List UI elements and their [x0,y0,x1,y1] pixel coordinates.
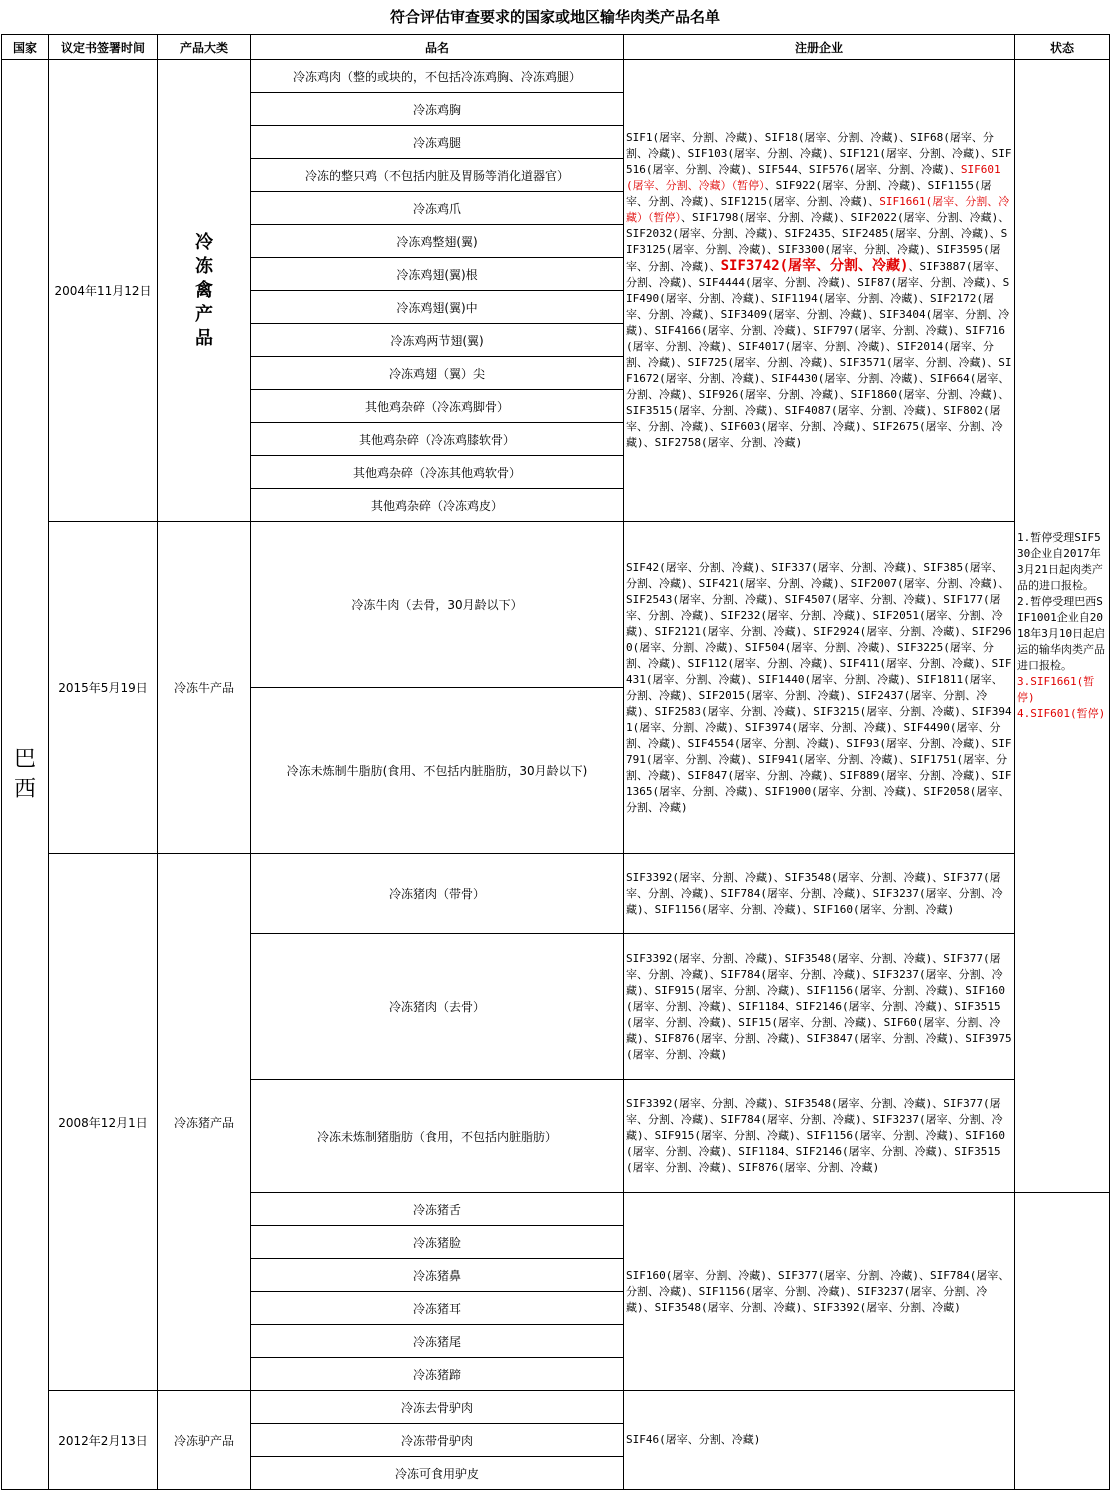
product-cell: 其他鸡杂碎（冷冻其他鸡软骨） [251,456,624,489]
status-item-suspended: 4.SIF601(暂停) [1017,707,1106,720]
product-cell: 冷冻猪肉（去骨） [251,934,624,1080]
company-cell: SIF3392(屠宰、分割、冷藏)、SIF3548(屠宰、分割、冷藏)、SIF377(屠宰、分割、冷藏)、SIF784(屠宰、分割、冷藏)、SIF3237(屠宰、分割、冷藏)、SIF915(屠宰、分割、冷藏)、SIF1156(屠宰、分割、冷藏)、SIF160(屠宰、分割、冷藏)、SIF1184、SIF2146(屠宰、分割、冷藏)、SIF3515(屠宰、分割、冷藏)、SIF876(屠宰、分割、冷藏) [624,1080,1015,1193]
company-cell: SIF3392(屠宰、分割、冷藏)、SIF3548(屠宰、分割、冷藏)、SIF377(屠宰、分割、冷藏)、SIF784(屠宰、分割、冷藏)、SIF3237(屠宰、分割、冷藏)、SIF1156(屠宰、分割、冷藏)、SIF160(屠宰、分割、冷藏) [624,854,1015,934]
status-item-suspended: 3.SIF1661(暂停) [1017,675,1095,704]
product-cell: 冷冻猪尾 [251,1325,624,1358]
company-cell: SIF46(屠宰、分割、冷藏) [624,1391,1015,1490]
product-cell: 冷冻鸡爪 [251,192,624,225]
country-name: 巴 西 [13,746,36,802]
product-cell: 其他鸡杂碎（冷冻鸡皮） [251,489,624,522]
header-country: 国家 [2,35,49,60]
company-cell [624,60,1015,522]
company-text: 、SIF3887(屠宰、分割、冷藏)、SIF4444(屠宰、分割、冷藏)、SIF87(屠宰、分割、冷藏)、SIF490(屠宰、分割、冷藏)、SIF1194(屠宰、分割、冷藏)、SIF2172(屠宰、分割、冷藏)、SIF3409(屠宰、分割、冷藏)、SIF3404(屠宰、分割、冷藏)、SIF4166(屠宰、分割、冷藏)、SIF797(屠宰、分割、冷藏)、SIF716(屠宰、分割、冷藏)、SIF4017(屠宰、分割、冷藏)、SIF2014(屠宰、分割、冷藏)、SIF725(屠宰、分割、冷藏)、SIF3571(屠宰、分割、冷藏)、SIF1672(屠宰、分割、冷藏)、SIF4430(屠宰、分割、冷藏)、SIF664(屠宰、分割、冷藏)、SIF926(屠宰、分割、冷藏)、SIF1860(屠宰、分割、冷藏)、SIF3515(屠宰、分割、冷藏)、SIF4087(屠宰、分割、冷藏)、SIF802(屠宰、分割、冷藏)、SIF603(屠宰、分割、冷藏)、SIF2675(屠宰、分割、冷藏)、SIF2758(屠宰、分割、冷藏) [626,260,1012,449]
product-cell: 冷冻鸡两节翅(翼) [251,324,624,357]
status-item: 1.暂停受理SIF530企业自2017年3月21日起肉类产品的进口报检。 [1017,531,1103,592]
product-cell: 冷冻的整只鸡（不包括内脏及胃肠等消化道器官） [251,159,624,192]
table-row [2,854,1110,934]
header-product: 品名 [251,35,624,60]
header-date: 议定书签署时间 [49,35,158,60]
header-row [2,35,1110,60]
date-cell: 2008年12月1日 [49,854,158,1391]
product-cell: 冷冻猪脸 [251,1226,624,1259]
header-status: 状态 [1015,35,1110,60]
status-cell-empty [1015,1193,1110,1490]
product-cell: 冷冻牛肉（去骨，30月龄以下） [251,522,624,688]
company-text: 、SIF922(屠宰、分割、冷藏)、SIF1155(屠宰、分割、冷藏)、SIF1215(屠宰、分割、冷藏)、 [626,179,992,208]
product-cell: 冷冻鸡胸 [251,93,624,126]
product-cell: 其他鸡杂碎（冷冻鸡脚骨） [251,390,624,423]
table-row [2,522,1110,688]
company-text: SIF1(屠宰、分割、冷藏)、SIF18(屠宰、分割、冷藏)、SIF68(屠宰、分割、冷藏)、SIF103(屠宰、分割、冷藏)、SIF121(屠宰、分割、冷藏)、SIF516(屠宰、分割、冷藏)、SIF544、SIF576(屠宰、分割、冷藏)、 [626,131,1012,176]
company-cell: SIF160(屠宰、分割、冷藏)、SIF377(屠宰、分割、冷藏)、SIF784(屠宰、分割、冷藏)、SIF1156(屠宰、分割、冷藏)、SIF3237(屠宰、分割、冷藏)、SIF3548(屠宰、分割、冷藏)、SIF3392(屠宰、分割、冷藏) [624,1193,1015,1391]
company-text-suspended: SIF601(屠宰、分割、冷藏）（暂停） [626,163,1001,192]
product-cell: 其他鸡杂碎（冷冻鸡膝软骨） [251,423,624,456]
product-cell: 冷冻鸡翅（翼）尖 [251,357,624,390]
product-cell: 冷冻带骨驴肉 [251,1424,624,1457]
product-cell: 冷冻去骨驴肉 [251,1391,624,1424]
company-cell: SIF3392(屠宰、分割、冷藏)、SIF3548(屠宰、分割、冷藏)、SIF377(屠宰、分割、冷藏)、SIF784(屠宰、分割、冷藏)、SIF3237(屠宰、分割、冷藏)、SIF915(屠宰、分割、冷藏)、SIF1156(屠宰、分割、冷藏)、SIF160(屠宰、分割、冷藏)、SIF1184、SIF2146(屠宰、分割、冷藏)、SIF3515(屠宰、分割、冷藏)、SIF15(屠宰、分割、冷藏)、SIF60(屠宰、分割、冷藏)、SIF876(屠宰、分割、冷藏)、SIF3847(屠宰、分割、冷藏)、SIF3975(屠宰、分割、冷藏) [624,934,1015,1080]
category-cell: 冷冻猪产品 [158,854,251,1391]
product-cell: 冷冻鸡翅(翼)中 [251,291,624,324]
product-cell: 冷冻猪蹄 [251,1358,624,1391]
company-text-highlight: SIF3742(屠宰、分割、冷藏) [720,258,909,274]
date-cell: 2004年11月12日 [49,60,158,522]
date-cell: 2012年2月13日 [49,1391,158,1490]
document-title: 符合评估审查要求的国家或地区输华肉类产品名单 [389,8,720,26]
table-row [2,60,1110,93]
status-cell [1015,60,1110,1193]
company-cell: SIF42(屠宰、分割、冷藏)、SIF337(屠宰、分割、冷藏)、SIF385(屠宰、分割、冷藏)、SIF421(屠宰、分割、冷藏)、SIF2007(屠宰、分割、冷藏)、SIF2543(屠宰、分割、冷藏)、SIF4507(屠宰、分割、冷藏)、SIF177(屠宰、分割、冷藏)、SIF232(屠宰、分割、冷藏)、SIF2051(屠宰、分割、冷藏)、SIF2121(屠宰、分割、冷藏)、SIF2924(屠宰、分割、冷藏)、SIF2960(屠宰、分割、冷藏)、SIF504(屠宰、分割、冷藏)、SIF3225(屠宰、分割、冷藏)、SIF112(屠宰、分割、冷藏)、SIF411(屠宰、分割、冷藏)、SIF431(屠宰、分割、冷藏)、SIF1440(屠宰、分割、冷藏)、SIF1811(屠宰、分割、冷藏)、SIF2015(屠宰、分割、冷藏)、SIF2437(屠宰、分割、冷藏)、SIF2583(屠宰、分割、冷藏)、SIF3215(屠宰、分割、冷藏)、SIF3941(屠宰、分割、冷藏)、SIF3974(屠宰、分割、冷藏)、SIF4490(屠宰、分割、冷藏)、SIF4554(屠宰、分割、冷藏)、SIF93(屠宰、分割、冷藏)、SIF791(屠宰、分割、冷藏)、SIF941(屠宰、分割、冷藏)、SIF1751(屠宰、分割、冷藏)、SIF847(屠宰、分割、冷藏)、SIF889(屠宰、分割、冷藏)、SIF1365(屠宰、分割、冷藏)、SIF1900(屠宰、分割、冷藏)、SIF2058(屠宰、分割、冷藏) [624,522,1015,854]
meat-product-table [1,34,1110,1490]
product-cell: 冷冻未炼制牛脂肪(食用、不包括内脏脂肪，30月龄以下) [251,688,624,854]
header-company: 注册企业 [624,35,1015,60]
company-text-suspended: SIF1661(屠宰、分割、冷藏）（暂停） [626,195,1010,224]
product-cell: 冷冻猪鼻 [251,1259,624,1292]
product-cell: 冷冻可食用驴皮 [251,1457,624,1490]
category-name: 冷 冻 禽 产 品 [195,231,213,349]
product-cell: 冷冻鸡翅(翼)根 [251,258,624,291]
date-cell: 2015年5月19日 [49,522,158,854]
product-cell: 冷冻猪肉（带骨） [251,854,624,934]
company-text: 、SIF1798(屠宰、分割、冷藏)、SIF2022(屠宰、分割、冷藏)、SIF2032(屠宰、分割、冷藏)、SIF2435、SIF2485(屠宰、分割、冷藏)、SIF3125(屠宰、分割、冷藏)、SIF3300(屠宰、分割、冷藏)、SIF3595(屠宰、分割、冷藏)、 [626,211,1010,273]
country-cell [2,60,49,1490]
product-cell: 冷冻鸡肉（整的或块的，不包括冷冻鸡胸、冷冻鸡腿） [251,60,624,93]
category-cell [158,60,251,522]
category-cell: 冷冻驴产品 [158,1391,251,1490]
product-cell: 冷冻猪耳 [251,1292,624,1325]
header-category: 产品大类 [158,35,251,60]
category-cell: 冷冻牛产品 [158,522,251,854]
product-cell: 冷冻猪舌 [251,1193,624,1226]
product-cell: 冷冻未炼制猪脂肪（食用，不包括内脏脂肪） [251,1080,624,1193]
product-cell: 冷冻鸡腿 [251,126,624,159]
table-row [2,1391,1110,1424]
status-item: 2.暂停受理巴西SIF1001企业自2018年3月10日起启运的输华肉类产品进口报检。 [1017,595,1106,672]
product-cell: 冷冻鸡整翅(翼) [251,225,624,258]
